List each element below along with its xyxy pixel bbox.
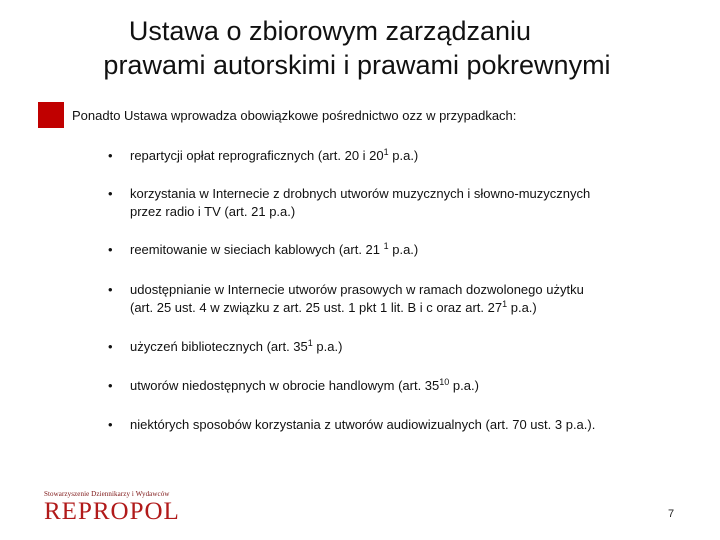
bullet-list: • repartycji opłat reprograficznych (art. 20 i $20^1$ p.a.) • korzystania w Internecie z drobnych utworów muzycznych i słowno-muzycznych przez radio i TV (art. 21 p.a.) • reemitowanie w sieciach kablowych (art. 21 $^1$ p.a.) • udostępnianie w Internecie utworów prasowych w ramach dozwolonego użytku (art. 25 ust. 4 w związku z art. 25 ust. 1 pkt 1 lit. B i c oraz art. $27^1$ p.a.) • użyczeń bibliotecznych (art. $35^1$ p.a.) • utworów niedostępnych w obrocie handlowym (art. $35^{10}$ p.a.) • niektórych sposobów korzystania z utworów audiowizualnych (art. 70 ust. 3 p.a.). [108,147,596,432]
bullet-dot-icon: • [108,282,113,297]
bullet-dot-icon: • [108,417,113,432]
logo-subtitle: Stowarzyszenie Dziennikarzy i Wydawców [44,490,170,498]
bullet-dot-icon: • [108,186,113,201]
bullet-dot-icon: • [108,148,113,163]
intro-text: Ponadto Ustawa wprowadza obowiązkowe pośrednictwo ozz w przypadkach: [72,108,517,123]
title-line-2: prawami autorskimi i prawami pokrewnymi [103,50,611,80]
page-number: 7 [668,508,675,520]
bullet-dot-icon: • [108,242,113,257]
title-line-1: Ustawa o zbiorowym zarządzaniu [128,16,532,46]
logo-wordmark: REPROPOL [44,498,180,525]
bullet-dot-icon: • [108,378,113,393]
bullet-dot-icon: • [108,339,113,354]
repropol-logo [44,490,194,526]
